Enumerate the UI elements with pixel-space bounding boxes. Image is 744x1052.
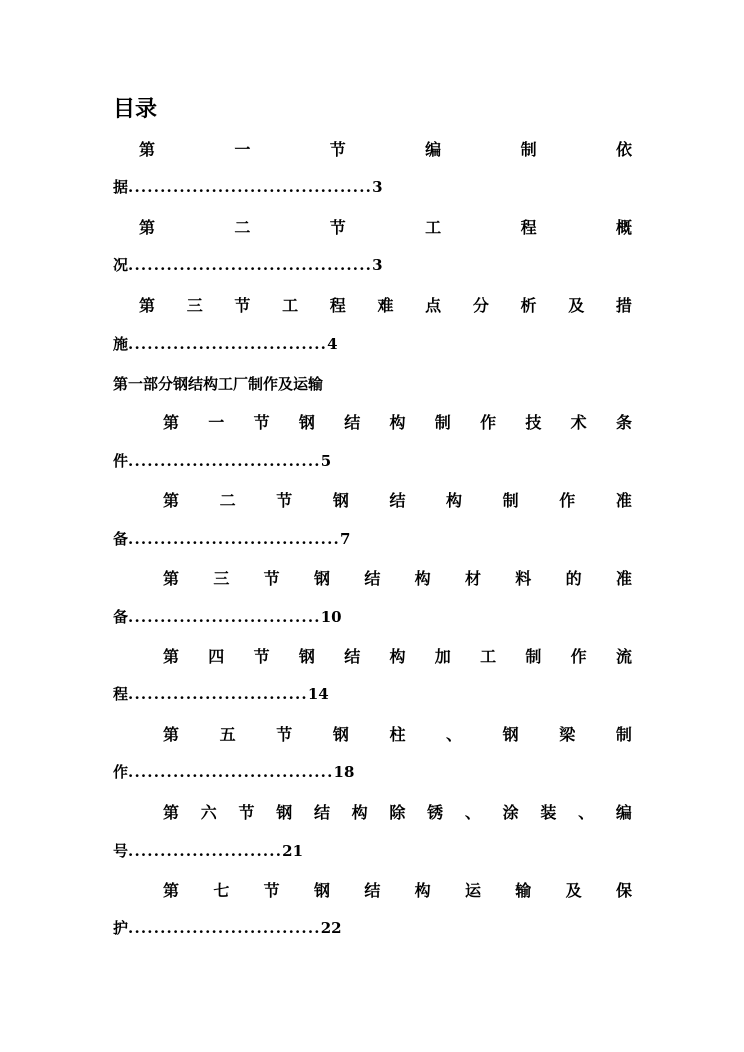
toc-leader-dots: ............................ <box>128 685 308 703</box>
toc-entry-last-char: 作 <box>113 763 129 781</box>
toc-entry-char: 涂 <box>502 802 519 822</box>
toc-entry-char: 工 <box>480 646 497 666</box>
toc-entry-char: 作 <box>559 490 576 510</box>
toc-entry-char: 节 <box>234 295 251 315</box>
toc-entry-char: 结 <box>344 646 361 666</box>
toc-entry-char: 及 <box>568 295 585 315</box>
toc-entry-title[interactable] <box>163 410 632 432</box>
toc-entry-char: 、 <box>446 724 463 744</box>
toc-entry-last-char: 护 <box>113 919 129 937</box>
toc-entry-continuation[interactable] <box>113 761 354 782</box>
toc-leader-dots: ........................ <box>128 842 283 860</box>
toc-entry-char: 、 <box>578 802 595 822</box>
toc-entry-char: 梁 <box>559 724 576 744</box>
toc-entry-char: 运 <box>464 880 481 900</box>
toc-entry-char: 第 <box>139 295 156 315</box>
toc-entry-char: 析 <box>520 295 537 315</box>
toc-entry-last-char: 施 <box>113 335 129 353</box>
toc-entry-char: 构 <box>414 880 431 900</box>
toc-entry-char: 工 <box>282 295 299 315</box>
toc-entry-last-char: 件 <box>113 452 129 470</box>
toc-entry-char: 除 <box>389 802 406 822</box>
toc-entry-char: 的 <box>565 568 582 588</box>
toc-entry-char: 第 <box>163 490 180 510</box>
toc-entry-char: 工 <box>425 217 442 237</box>
toc-entry-char: 节 <box>238 802 255 822</box>
toc-entry-char: 五 <box>219 724 236 744</box>
toc-entry-char: 节 <box>253 412 270 432</box>
toc-entry-char: 制 <box>434 412 451 432</box>
toc-leader-dots: ...................................... <box>128 178 373 196</box>
toc-entry-continuation[interactable] <box>113 333 338 354</box>
toc-entry-char: 程 <box>520 217 537 237</box>
toc-entry-title[interactable] <box>139 137 632 159</box>
toc-entry-char: 六 <box>200 802 217 822</box>
toc-leader-dots: ............................... <box>128 335 328 353</box>
toc-leader-dots: .............................. <box>128 452 321 470</box>
toc-entry-char: 钢 <box>332 724 349 744</box>
toc-entry-char: 钢 <box>298 412 315 432</box>
toc-entry-char: 锈 <box>427 802 444 822</box>
toc-entry-char: 第 <box>163 802 180 822</box>
toc-entry-char: 第 <box>139 139 156 159</box>
toc-entry-char: 钢 <box>502 724 519 744</box>
toc-entry-title[interactable] <box>163 644 632 666</box>
toc-entry-char: 准 <box>615 568 632 588</box>
toc-entry-char: 及 <box>565 880 582 900</box>
toc-entry-char: 二 <box>219 490 236 510</box>
toc-entry-continuation[interactable] <box>113 450 331 471</box>
toc-leader-dots: ...................................... <box>128 256 373 274</box>
toc-entry-char: 钢 <box>276 802 293 822</box>
toc-entry-char: 构 <box>389 646 406 666</box>
toc-entry-char: 结 <box>313 802 330 822</box>
toc-page-number: 22 <box>320 919 342 937</box>
toc-entry-char: 钢 <box>298 646 315 666</box>
toc-entry-char: 一 <box>234 139 251 159</box>
toc-entry-char: 结 <box>364 568 381 588</box>
toc-page-number: 3 <box>372 178 383 196</box>
toc-leader-dots: ................................. <box>128 530 340 548</box>
toc-entry-title[interactable] <box>163 488 632 510</box>
toc-entry-char: 制 <box>525 646 542 666</box>
toc-entry-char: 一 <box>208 412 225 432</box>
toc-title: 目录 <box>113 96 158 122</box>
toc-entry-last-char: 号 <box>113 842 129 860</box>
toc-entry-title[interactable] <box>139 215 632 237</box>
toc-entry-char: 构 <box>446 490 463 510</box>
toc-entry-char: 技 <box>525 412 542 432</box>
toc-page-number: 5 <box>320 452 332 470</box>
toc-entry-char: 依 <box>615 139 632 159</box>
toc-entry-char: 四 <box>208 646 225 666</box>
toc-entry-char: 程 <box>329 295 346 315</box>
toc-entry-char: 三 <box>213 568 230 588</box>
toc-entry-continuation[interactable] <box>113 917 342 938</box>
toc-entry-char: 构 <box>414 568 431 588</box>
toc-entry-char: 二 <box>234 217 251 237</box>
toc-entry-title[interactable] <box>163 800 632 822</box>
toc-entry-char: 三 <box>186 295 203 315</box>
toc-entry-title[interactable] <box>163 566 632 588</box>
toc-entry-last-char: 据 <box>113 178 129 196</box>
toc-entry-continuation[interactable] <box>113 176 383 197</box>
toc-entry-char: 第 <box>139 217 156 237</box>
toc-entry-continuation[interactable] <box>113 840 303 861</box>
toc-entry-char: 钢 <box>313 880 330 900</box>
toc-entry-char: 节 <box>276 490 293 510</box>
toc-entry-char: 结 <box>344 412 361 432</box>
toc-entry-char: 作 <box>480 412 497 432</box>
toc-entry-char: 构 <box>389 412 406 432</box>
toc-entry-char: 措 <box>615 295 632 315</box>
toc-leader-dots: .............................. <box>128 608 321 626</box>
toc-entry-char: 节 <box>263 568 280 588</box>
toc-entry-char: 术 <box>570 412 587 432</box>
toc-page-number: 7 <box>339 530 351 548</box>
toc-entry-char: 难 <box>377 295 394 315</box>
toc-page-number: 10 <box>320 608 342 626</box>
part-heading: 第一部分钢结构工厂制作及运输 <box>113 375 324 393</box>
toc-entry-last-char: 况 <box>113 256 129 274</box>
toc-entry-char: 、 <box>464 802 481 822</box>
toc-entry-char: 第 <box>163 568 180 588</box>
toc-entry-last-char: 备 <box>113 530 129 548</box>
toc-entry-continuation[interactable] <box>113 528 350 549</box>
toc-entry-title[interactable] <box>163 878 632 900</box>
toc-entry-char: 材 <box>464 568 481 588</box>
toc-entry-char: 钢 <box>313 568 330 588</box>
toc-entry-char: 七 <box>213 880 230 900</box>
toc-entry-char: 节 <box>276 724 293 744</box>
toc-page-number: 4 <box>327 335 338 353</box>
toc-entry-continuation[interactable] <box>113 683 329 704</box>
toc-entry-char: 结 <box>389 490 406 510</box>
toc-entry-last-char: 程 <box>113 685 129 703</box>
toc-entry-continuation[interactable] <box>113 606 342 627</box>
toc-page-number: 18 <box>333 763 355 781</box>
toc-entry-char: 节 <box>263 880 280 900</box>
toc-entry-char: 节 <box>253 646 270 666</box>
toc-entry-char: 概 <box>615 217 632 237</box>
toc-page-number: 14 <box>307 685 329 703</box>
toc-page-number: 3 <box>372 256 383 274</box>
toc-leader-dots: .............................. <box>128 919 321 937</box>
toc-entry-char: 作 <box>570 646 587 666</box>
toc-entry-char: 节 <box>329 139 346 159</box>
toc-entry-char: 保 <box>615 880 632 900</box>
toc-entry-char: 制 <box>615 724 632 744</box>
toc-entry-char: 节 <box>329 217 346 237</box>
toc-entry-char: 构 <box>351 802 368 822</box>
toc-leader-dots: ................................ <box>128 763 334 781</box>
toc-entry-char: 料 <box>515 568 532 588</box>
toc-entry-char: 加 <box>434 646 451 666</box>
toc-entry-char: 结 <box>364 880 381 900</box>
toc-entry-char: 编 <box>425 139 442 159</box>
toc-entry-char: 第 <box>163 646 180 666</box>
toc-entry-char: 制 <box>520 139 537 159</box>
toc-entry-char: 第 <box>163 880 180 900</box>
toc-entry-char: 第 <box>163 724 180 744</box>
toc-entry-char: 输 <box>515 880 532 900</box>
toc-entry-char: 分 <box>472 295 489 315</box>
toc-entry-char: 第 <box>163 412 180 432</box>
toc-entry-last-char: 备 <box>113 608 129 626</box>
toc-entry-char: 制 <box>502 490 519 510</box>
toc-entry-char: 编 <box>615 802 632 822</box>
toc-entry-char: 条 <box>615 412 632 432</box>
toc-entry-char: 装 <box>540 802 557 822</box>
toc-entry-char: 钢 <box>332 490 349 510</box>
toc-entry-char: 点 <box>425 295 442 315</box>
toc-entry-title[interactable] <box>139 293 632 315</box>
toc-entry-char: 流 <box>615 646 632 666</box>
toc-entry-title[interactable] <box>163 722 632 744</box>
toc-entry-continuation[interactable] <box>113 254 383 275</box>
toc-entry-char: 准 <box>615 490 632 510</box>
toc-page-number: 21 <box>282 842 304 860</box>
toc-entry-char: 柱 <box>389 724 406 744</box>
